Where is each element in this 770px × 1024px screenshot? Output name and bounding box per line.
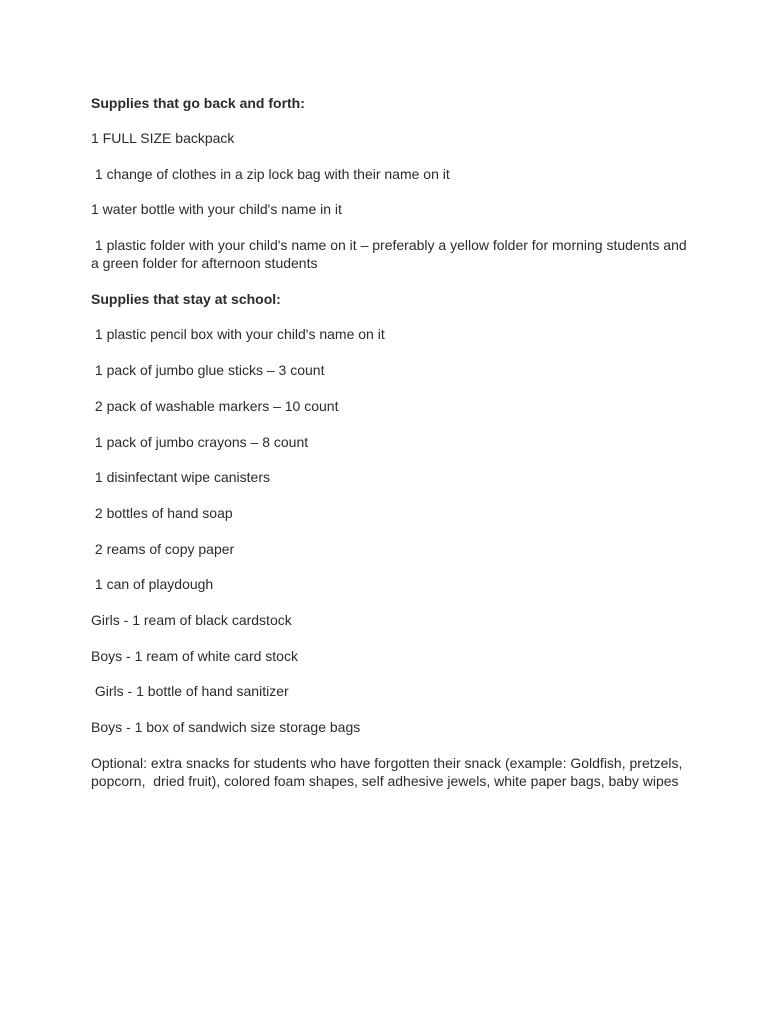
list-item: Girls - 1 ream of black cardstock	[91, 612, 292, 628]
list-item: 2 bottles of hand soap	[91, 505, 233, 521]
list-item: Optional: extra snacks for students who have forgotten their snack (example: Goldfish, pretzels, popcorn, dried fruit), colored foam shapes, self adhesive jewels, white paper bags, baby wipes	[91, 755, 687, 789]
list-item: 1 FULL SIZE backpack	[91, 130, 235, 146]
list-item: 1 plastic folder with your child's name on it – preferably a yellow folder for morning students and a green folder for afternoon students	[91, 237, 691, 271]
list-item: Girls - 1 bottle of hand sanitizer	[91, 683, 289, 699]
section-heading-stay-at-school: Supplies that stay at school:	[91, 291, 281, 307]
list-item: Boys - 1 ream of white card stock	[91, 648, 298, 664]
list-item: 2 reams of copy paper	[91, 541, 235, 557]
list-item: 1 pack of jumbo crayons – 8 count	[91, 434, 309, 450]
list-item: 1 water bottle with your child's name in it	[91, 201, 342, 217]
list-item: 1 disinfectant wipe canisters	[91, 469, 270, 485]
list-item: 2 pack of washable markers – 10 count	[91, 398, 339, 414]
section-heading-back-and-forth: Supplies that go back and forth:	[91, 95, 305, 111]
list-item: 1 pack of jumbo glue sticks – 3 count	[91, 362, 325, 378]
list-item: 1 change of clothes in a zip lock bag with their name on it	[91, 166, 450, 182]
list-item: Boys - 1 box of sandwich size storage bags	[91, 719, 361, 735]
list-item: 1 plastic pencil box with your child's name on it	[91, 326, 385, 342]
list-item: 1 can of playdough	[91, 576, 214, 592]
